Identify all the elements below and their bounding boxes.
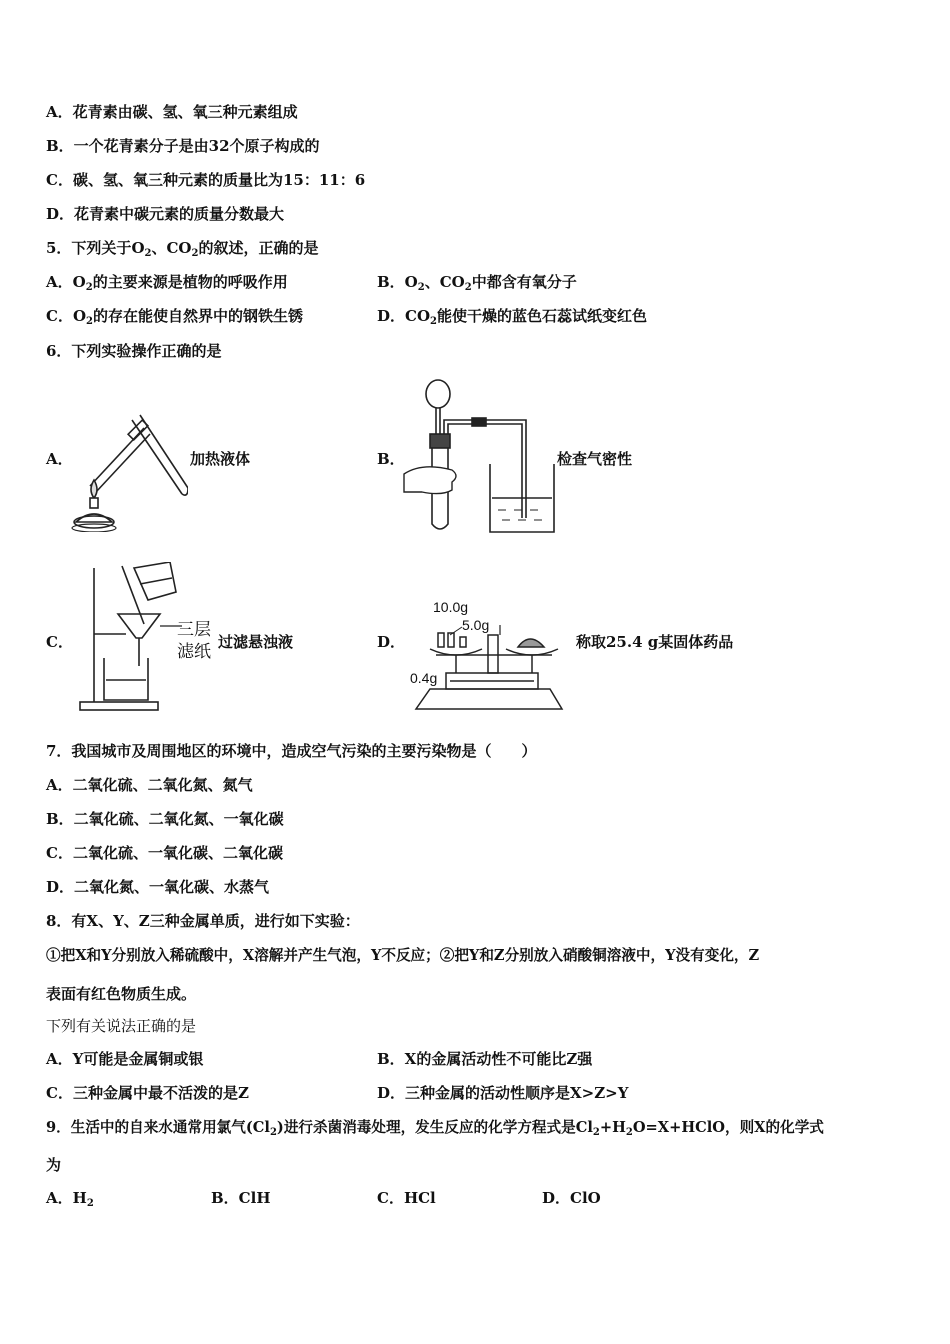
heating-liquid-figure <box>70 410 188 532</box>
q9-stem: 9．生活中的自来水通常用氯气$(Cl_2)$进行杀菌消毒处理，发生反应的化学方程式是$Cl_2+H_2O=X+HClO$，则X的化学式 <box>46 1119 824 1138</box>
q4-option-d: D．花青素中碳元素的质量分数最大 <box>46 205 285 223</box>
q9-stem-line2: 为 <box>46 1156 62 1174</box>
filtration-figure <box>78 562 182 714</box>
q4-option-a: A．花青素由碳、氢、氧三种元素组成 <box>46 103 298 121</box>
q9-option-a: A．$H_2$ <box>46 1189 94 1209</box>
q5-stem: 5．下列关于$O_2$、$CO_2$的叙述，正确的是 <box>46 239 319 259</box>
filter-paper-label-bottom: 滤纸 <box>177 642 211 661</box>
q6-option-b-caption: 检查气密性 <box>557 450 633 468</box>
q6-option-b-letter: B． <box>377 450 405 468</box>
q8-stem: 8．有X、Y、Z三种金属单质，进行如下实验： <box>46 912 360 930</box>
weight-label-10g: 10.0g <box>433 599 469 615</box>
q4-option-c: C．碳、氢、氧三种元素的质量比为15：11：6 <box>46 171 366 189</box>
q8-option-d: D．三种金属的活动性顺序是X>Z>Y <box>377 1084 629 1102</box>
weight-label-5g: 5.0g <box>462 617 490 633</box>
q5-option-c: C．$O_2$的存在能使自然界中的钢铁生锈 <box>46 307 303 327</box>
q4-option-b: B．一个花青素分子是由32个原子构成的 <box>46 137 320 155</box>
q6-option-a-caption: 加热液体 <box>190 450 251 468</box>
q9-option-d: D．ClO <box>542 1189 601 1207</box>
q8-option-b: B．X的金属活动性不可能比Z强 <box>377 1050 593 1068</box>
q8-ask: 下列有关说法正确的是 <box>46 1017 197 1035</box>
q9-option-b: B．ClH <box>211 1189 271 1207</box>
rider-label: 0.4g <box>410 670 438 686</box>
q8-experiment-line1: ①把X和Y分别放入稀硫酸中，X溶解并产生气泡，Y不反应；②把Y和Z分别放入硝酸铜溶液中，Y没有变化，Z <box>46 947 760 964</box>
q6-option-d-caption: 称取25.4 g某固体药品 <box>576 633 734 651</box>
q6-option-d-letter: D． <box>377 633 406 651</box>
q9-option-c: C．HCl <box>377 1189 436 1207</box>
q5-option-d: D．$CO_2$能使干燥的蓝色石蕊试纸变红色 <box>377 307 647 327</box>
q7-option-b: B．二氧化硫、二氧化氮、一氧化碳 <box>46 810 284 828</box>
q6-option-c-letter: C． <box>46 633 73 651</box>
q7-option-a: A．二氧化硫、二氧化氮、氮气 <box>46 776 253 794</box>
q5-option-a: A．$O_2$的主要来源是植物的呼吸作用 <box>46 273 288 293</box>
filter-paper-label-top: 三层 <box>177 620 211 639</box>
q5-option-b: B．$O_2$、$CO_2$中都含有氧分子 <box>377 273 577 293</box>
airtightness-check-figure <box>402 378 562 536</box>
q6-stem: 6．下列实验操作正确的是 <box>46 342 222 360</box>
q7-option-c: C．二氧化硫、一氧化碳、二氧化碳 <box>46 844 283 862</box>
q7-option-d: D．二氧化氮、一氧化碳、水蒸气 <box>46 878 270 896</box>
q6-option-a-letter: A． <box>46 450 73 468</box>
q6-option-c-caption: 过滤悬浊液 <box>218 633 294 651</box>
q8-option-c: C．三种金属中最不活泼的是Z <box>46 1084 249 1102</box>
q8-option-a: A．Y可能是金属铜或银 <box>46 1050 204 1068</box>
q7-stem: 7．我国城市及周围地区的环境中，造成空气污染的主要污染物是（ ） <box>46 742 537 760</box>
balance-figure <box>406 595 572 715</box>
q8-experiment-line2: 表面有红色物质生成。 <box>46 985 197 1003</box>
